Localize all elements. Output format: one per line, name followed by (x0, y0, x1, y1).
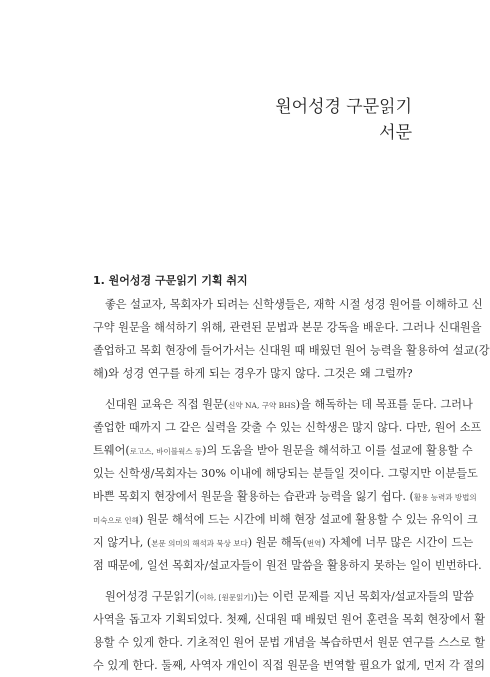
text-run: 있는 신학생/목회자는 30% 이내에 해당되는 분들일 것이다. 그렇지만 이분들도 (93, 467, 478, 480)
text-run: 원어성경 구문읽기( (105, 590, 200, 603)
text-run: 수 있게 한다. 둘째, 사역자 개인이 직접 원문을 번역할 필요가 없게, 먼저 각 절의 (93, 659, 485, 672)
paragraph-gap (93, 385, 403, 393)
text-line (93, 439, 473, 462)
book-title: 원어성경 구문읽기 (275, 97, 412, 117)
body-text (93, 293, 490, 677)
text-line (93, 293, 483, 316)
paragraph-gap (93, 577, 403, 585)
text-line (93, 654, 485, 677)
text-run: 바쁜 목회지 현장에서 원문을 활용하는 습관과 능력을 잃기 쉽다. ( (93, 490, 414, 503)
text-run: 트웨어( (93, 444, 130, 457)
preface-title: 서문 (379, 123, 412, 143)
text-run: 구약 원문을 해석하기 위해, 관련된 문법과 본문 강독을 배운다. 그러나 신대원을 (93, 321, 482, 334)
text-line (93, 316, 482, 339)
inline-note: 로고스, 바이블웍스 등 (129, 447, 203, 456)
inline-note: 이하, [원문읽기] (199, 593, 254, 602)
text-run: 점 때문에, 일선 목회자/설교자들이 원전 말씀을 활용하지 못하는 일이 빈번하다. (93, 559, 482, 572)
inline-note: 신약 NA, 구약 BHS (228, 401, 296, 410)
inline-note: 활용 능력과 방법의 (413, 493, 477, 502)
text-run: 용할 수 있게 한다. 기초적인 원어 문법 개념을 복습하면서 원문 연구를 스스로 할 (93, 636, 486, 649)
text-run: )을 해독하는 데 목표를 둔다. 그러나 (295, 398, 473, 411)
text-run: 졸업한 때까지 그 같은 실력을 갖출 수 있는 신학생은 많지 않다. 다만, 원어 소프 (93, 421, 482, 434)
text-line (93, 554, 482, 577)
inline-note: 번역 (306, 539, 322, 548)
text-line (93, 485, 477, 508)
text-run: )는 이런 문제를 지닌 목회자/설교자들의 말씀 (253, 590, 474, 603)
text-line (93, 508, 478, 531)
text-line (93, 393, 473, 416)
text-run: 사역을 돕고자 기획되었다. 첫째, 신대원 때 배웠던 원어 훈련을 목회 현장에서 활 (93, 613, 486, 626)
text-run: 졸업하고 목회 현장에 들어가서는 신대원 때 배웠던 원어 능력을 활용하여 설교(강 (93, 344, 490, 357)
inline-note: 본문 의미의 해석과 묵상 보다 (151, 539, 248, 548)
text-run: 지 않거나, ( (93, 536, 152, 549)
text-run: ) 원문 해석에 드는 시간에 비해 현장 설교에 활용할 수 있는 유익이 크 (138, 513, 478, 526)
text-line (93, 462, 478, 485)
text-line (93, 362, 413, 385)
title-block (275, 94, 412, 146)
text-run: 좋은 설교자, 목회자가 되려는 신학생들은, 재학 시절 성경 원어를 이해하고 신 (105, 298, 483, 311)
inline-note: 미숙으로 인해 (93, 516, 139, 525)
text-run: )의 도움을 받아 원문을 해석하고 이를 설교에 활용할 수 (202, 444, 473, 457)
text-run: ) 원문 해독( (247, 536, 307, 549)
section-heading: 1. 원어성경 구문읽기 기획 취지 (93, 274, 248, 287)
text-line (93, 531, 474, 554)
text-line (93, 416, 482, 439)
text-line (93, 608, 486, 631)
text-run: 해)와 성경 연구를 하게 되는 경우가 많지 않다. 그것은 왜 그럴까? (93, 367, 413, 380)
text-run: 신대원 교육은 직접 원문( (105, 398, 229, 411)
text-line (93, 631, 486, 654)
text-run: ) 자체에 너무 많은 시간이 드는 (321, 536, 474, 549)
text-line (93, 339, 490, 362)
text-line (93, 585, 474, 608)
